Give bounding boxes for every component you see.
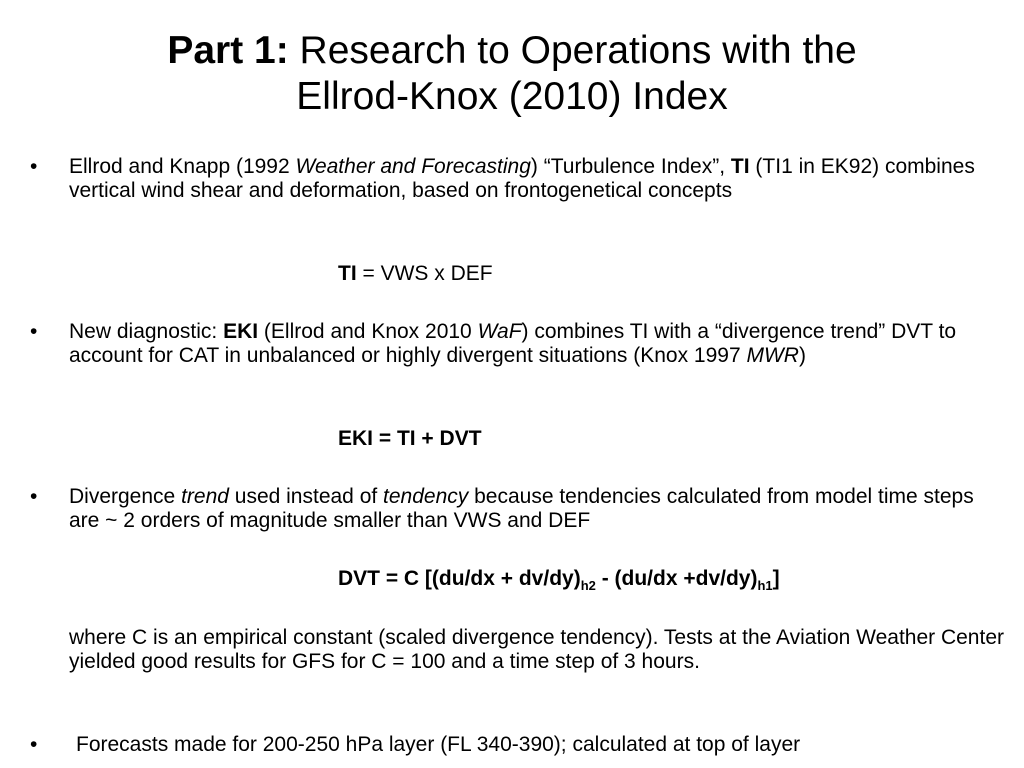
formula-dvt <box>338 567 780 591</box>
bullet-1-text <box>69 155 1004 203</box>
b3-text-a: Divergence <box>69 485 182 508</box>
bullet-marker-1: • <box>30 155 38 178</box>
dvt-part-1: DVT = C [(du/dx + dv/dy) <box>338 567 581 590</box>
b2-waf: WaF <box>477 320 522 343</box>
b2-text-d: ) <box>798 344 806 367</box>
formula-eki: EKI = TI + DVT <box>338 427 482 450</box>
dvt-part-2: - (du/dx +dv/dy) <box>595 567 758 590</box>
formula-ti-symbol: TI <box>338 262 357 285</box>
constant-explanation: where C is an empirical constant (scaled divergence tendency). Tests at the Aviation Weather Center yielded good results for GFS for C = 100 and a time step of 3 hours. <box>69 626 1004 673</box>
bullet-marker-3: • <box>30 485 38 508</box>
bullet-marker-5: • <box>30 733 38 756</box>
bullet-5-text: Forecasts made for 200-250 hPa layer (FL 340-390); calculated at top of layer <box>76 733 801 756</box>
b1-text-a: Ellrod and Knapp (1992 <box>69 155 296 178</box>
bullet-2-text <box>69 320 1004 368</box>
bullet-marker-2: • <box>30 320 38 343</box>
slide-title-line-2: Ellrod-Knox (2010) Index <box>296 75 728 118</box>
b3-text-b: used instead of <box>228 485 384 508</box>
b1-journal: Weather and Forecasting <box>295 155 531 178</box>
formula-ti <box>338 262 493 286</box>
b3-text-c: because tendencies calculated from model time steps are ~ 2 orders of magnitude smaller than VWS and DEF <box>69 485 974 532</box>
b3-trend: trend <box>181 485 229 508</box>
dvt-sub-h1: h1 <box>757 578 773 593</box>
slide-title-line-1 <box>0 28 1024 74</box>
title-line-1-text: Research to Operations with the <box>299 29 857 72</box>
formula-ti-rest: = VWS x DEF <box>356 262 493 285</box>
title-part-label: Part 1: <box>167 29 289 72</box>
b2-text-a: New diagnostic: <box>69 320 224 343</box>
b2-text-b: (Ellrod and Knox 2010 <box>258 320 478 343</box>
b3-tendency: tendency <box>383 485 469 508</box>
b2-text-c: ) combines TI with a “divergence trend” DVT to account for CAT in unbalanced or highly divergent situations (Knox 1997 <box>69 320 957 367</box>
b1-text-c: (TI1 in EK92) combines vertical wind shear and deformation, based on frontogenetical concepts <box>69 155 975 202</box>
b1-ti: TI <box>730 155 750 178</box>
b1-text-b: ) “Turbulence Index”, <box>530 155 731 178</box>
dvt-sub-h2: h2 <box>580 578 596 593</box>
b2-mwr: MWR <box>746 344 799 367</box>
bullet-3-text <box>69 485 1004 533</box>
slide-title <box>0 28 1024 120</box>
dvt-part-3: ] <box>772 567 780 590</box>
b2-eki: EKI <box>223 320 259 343</box>
